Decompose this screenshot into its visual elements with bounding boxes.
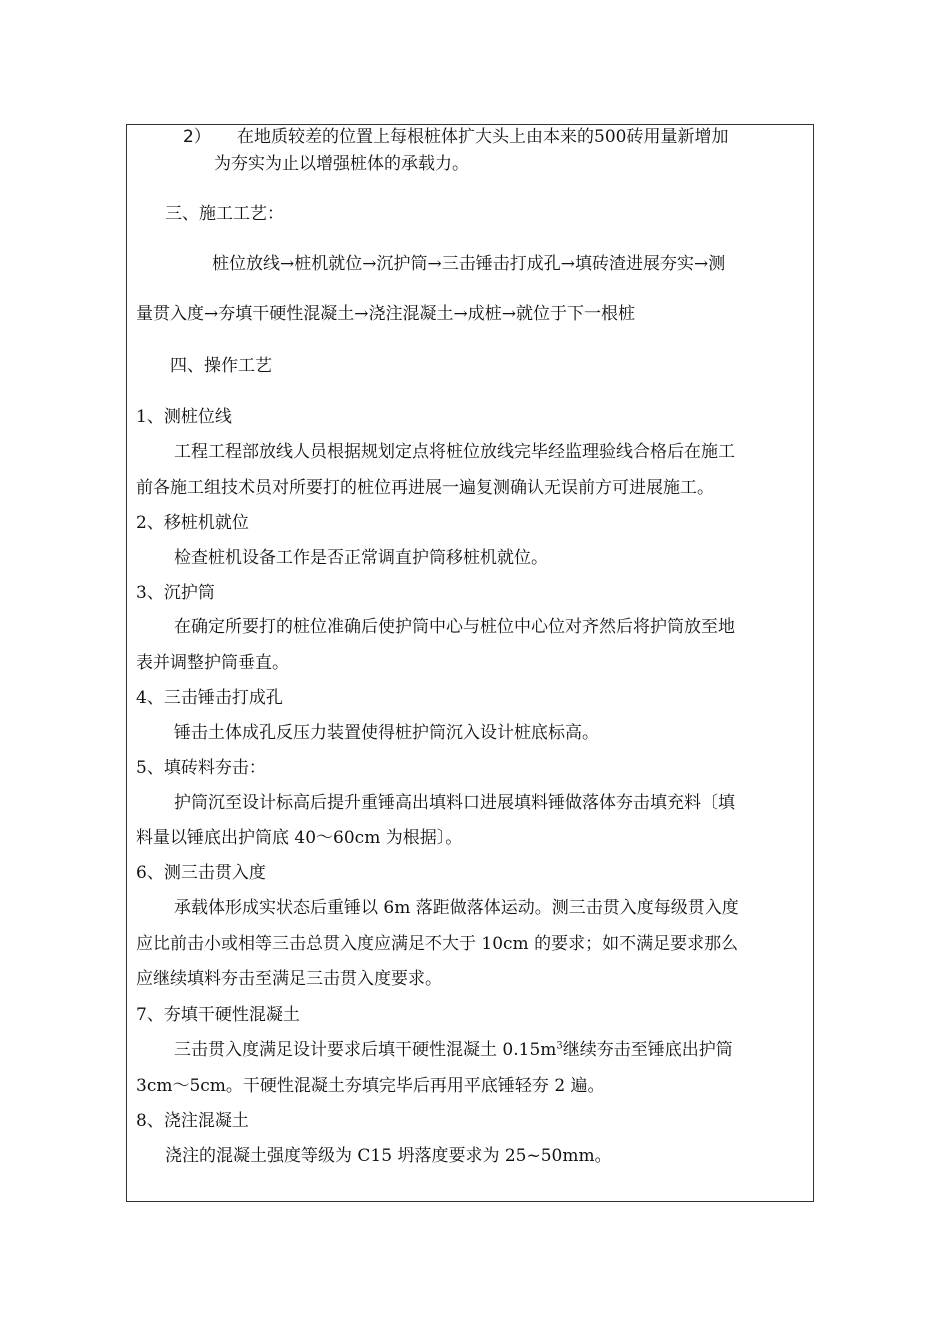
cubic-superscript: 3 [556, 1040, 563, 1052]
step-2-line-1: 检查桩机设备工作是否正常调直护筒移桩机就位。 [174, 548, 548, 568]
step-5-line-2: 料量以锤底出护筒底 40～60cm 为根据〕。 [136, 828, 463, 848]
step-7-line-1-rest: 继续夯击至锤底出护筒 [562, 1040, 733, 1060]
section-3-line-1: 桩位放线→桩机就位→沉护筒→三击锤击打成孔→填砖渣进展夯实→测 [212, 254, 726, 274]
item-2-line-1: 在地质较差的位置上每根桩体扩大头上由本来的500砖用量新增加 [237, 127, 729, 147]
step-6-line-1: 承载体形成实状态后重锤以 6m 落距做落体运动。测三击贯入度每级贯入度 [174, 898, 739, 918]
step-8-title: 8、浇注混凝土 [136, 1111, 249, 1131]
step-3-title: 3、沉护筒 [136, 583, 215, 603]
step-6-line-3: 应继续填料夯击至满足三击贯入度要求。 [136, 969, 442, 989]
item-2-number: 2） [183, 127, 211, 147]
section-4-heading: 四、操作工艺 [170, 356, 272, 376]
step-1-title: 1、测桩位线 [136, 407, 232, 427]
step-3-line-1: 在确定所要打的桩位准确后使护筒中心与桩位中心位对齐然后将护筒放至地 [174, 617, 735, 637]
step-1-line-1: 工程工程部放线人员根据规划定点将桩位放线完毕经监理验线合格后在施工 [174, 442, 735, 462]
step-4-line-1: 锤击土体成孔反压力装置使得桩护筒沉入设计桩底标高。 [174, 723, 599, 743]
step-6-line-2: 应比前击小或相等三击总贯入度应满足不大于 10cm 的要求；如不满足要求那么 [136, 934, 739, 954]
step-5-title: 5、填砖料夯击： [136, 758, 266, 778]
step-3-line-2: 表并调整护筒垂直。 [136, 653, 289, 673]
section-3-line-2: 量贯入度→夯填干硬性混凝土→浇注混凝土→成桩→就位于下一根桩 [136, 304, 635, 324]
step-6-title: 6、测三击贯入度 [136, 863, 266, 883]
step-7-line-1-text: 三击贯入度满足设计要求后填干硬性混凝土 0.15m [174, 1040, 557, 1060]
section-3-heading: 三、施工工艺： [165, 204, 284, 224]
step-7-line-2: 3cm～5cm。干硬性混凝土夯填完毕后再用平底锤轻夯 2 遍。 [136, 1076, 605, 1096]
step-5-line-1: 护筒沉至设计标高后提升重锤高出填料口进展填料锤做落体夯击填充料〔填 [174, 793, 735, 813]
step-8-line-1: 浇注的混凝土强度等级为 C15 坍落度要求为 25~50mm。 [165, 1146, 612, 1166]
step-4-title: 4、三击锤击打成孔 [136, 688, 283, 708]
step-2-title: 2、移桩机就位 [136, 513, 249, 533]
step-7-title: 7、夯填干硬性混凝土 [136, 1005, 300, 1025]
step-1-line-2: 前各施工组技术员对所要打的桩位再进展一遍复测确认无误前方可进展施工。 [136, 478, 714, 498]
item-2-line-2: 为夯实为止以增强桩体的承载力。 [214, 154, 469, 174]
step-7-line-1 [174, 1038, 733, 1062]
